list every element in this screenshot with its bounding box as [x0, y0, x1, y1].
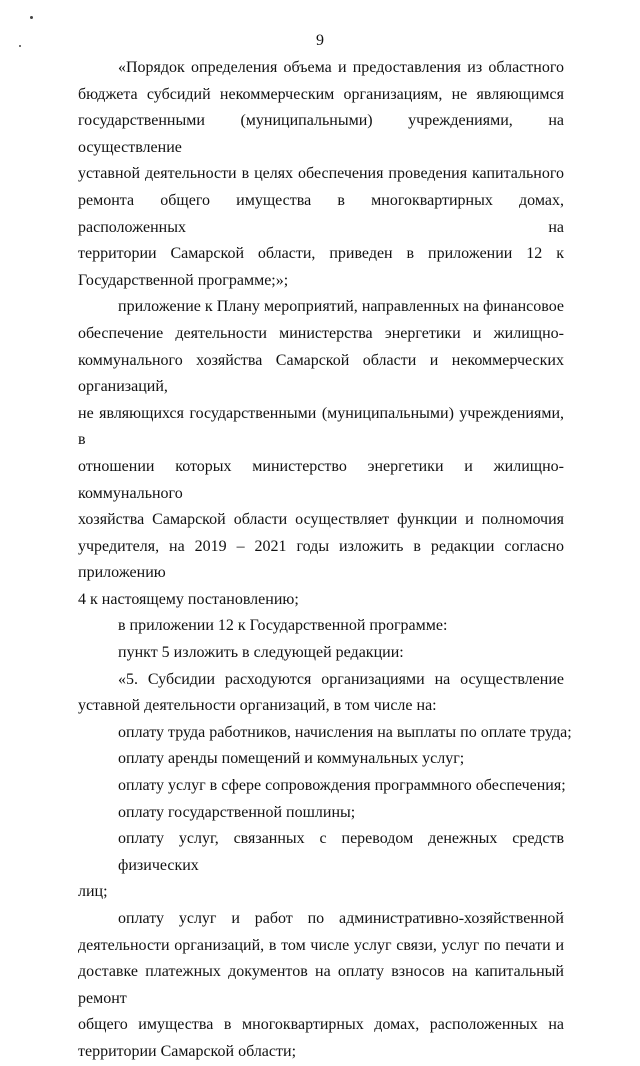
text-line: оплату услуг в сфере сопровождения программного обеспечения;: [118, 777, 566, 795]
page-number: 9: [316, 32, 324, 49]
paragraph: [78, 720, 572, 747]
text-line: в приложении 12 к Государственной программе:: [118, 617, 448, 635]
text-line: пункт 5 изложить в следующей редакции:: [118, 644, 404, 662]
paragraph: [78, 55, 564, 294]
paragraph: [78, 773, 564, 800]
text-line: 4 к настоящему постановлению;: [78, 590, 299, 608]
text-line: оплату услуг и работ по административно-хозяйственной: [118, 910, 564, 927]
text-line: оплату государственной пошлины;: [118, 803, 356, 821]
text-line: общего имущества в многоквартирных домах, расположенных на: [78, 1016, 564, 1034]
text-line: оплату услуг, связанных с переводом денежных средств физических: [118, 830, 564, 874]
paragraph: [78, 906, 564, 1066]
text-line: доставке платежных документов на оплату взносов на капитальный ремонт: [78, 963, 564, 1007]
text-line: приложение к Плану мероприятий, направленных на финансовое: [118, 298, 564, 316]
text-line: коммунального хозяйства Самарской области и некоммерческих организаций,: [78, 351, 564, 396]
paragraph: [78, 294, 564, 613]
paragraph: [78, 746, 564, 773]
scan-speck: [30, 16, 33, 19]
text-line: оплату труда работников, начисления на выплаты по оплате труда;: [118, 723, 572, 741]
text-line: не являющихся государственными (муниципальными) учреждениями, в: [78, 404, 564, 449]
text-line: учредителя, на 2019 – 2021 годы изложить в редакции согласно приложению: [78, 537, 564, 582]
text-line: деятельности организаций, в том числе услуг связи, услуг по печати и: [78, 936, 564, 954]
text-line: оплату аренды помещений и коммунальных услуг;: [118, 750, 465, 768]
text-line: «5. Субсидии расходуются организациями на осуществление: [118, 670, 564, 688]
paragraph: [78, 667, 564, 720]
paragraph: [78, 640, 564, 667]
text-line: территории Самарской области;: [78, 1042, 297, 1060]
paragraph: [78, 613, 564, 640]
text-line: государственными (муниципальными) учреждениями, на осуществление: [78, 112, 564, 156]
text-line: бюджета субсидий некоммерческим организациям, не являющимся: [78, 85, 564, 103]
text-line: уставной деятельности в целях обеспечения проведения капитального: [78, 165, 564, 183]
document-body: [78, 55, 572, 1066]
paragraph: [78, 800, 564, 827]
text-line: ремонта общего имущества в многоквартирных домах, расположенных на: [78, 191, 564, 236]
text-line: лиц;: [78, 883, 108, 901]
text-line: хозяйства Самарской области осуществляет функции и полномочия: [78, 511, 564, 529]
text-line: «Порядок определения объема и предоставления из областного: [118, 59, 564, 76]
text-line: Государственной программе;»;: [78, 271, 289, 289]
text-line: территории Самарской области, приведен в приложении 12 к: [78, 245, 564, 263]
text-line: обеспечение деятельности министерства энергетики и жилищно-: [78, 324, 564, 342]
text-line: уставной деятельности организаций, в том числе на:: [78, 697, 437, 715]
text-line: отношении которых министерство энергетики и жилищно-коммунального: [78, 457, 564, 502]
paragraph: [78, 826, 564, 906]
